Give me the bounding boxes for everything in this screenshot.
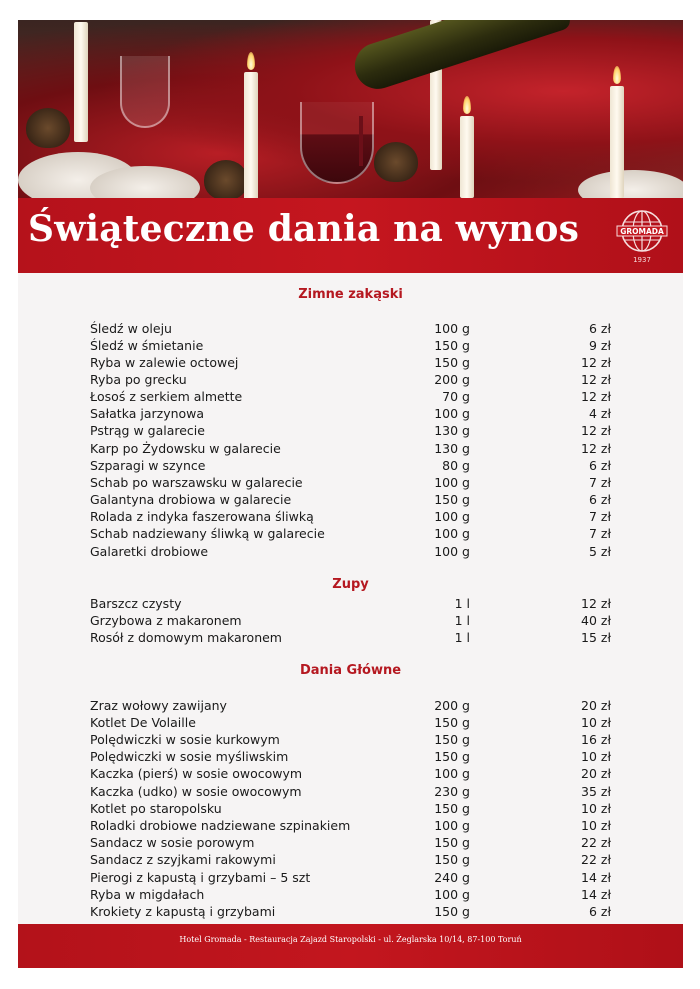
item-quantity: 100 g bbox=[434, 406, 470, 421]
item-quantity: 100 g bbox=[434, 766, 470, 781]
menu-item-row bbox=[90, 508, 625, 525]
candle-image bbox=[460, 116, 474, 198]
item-name: Kaczka (udko) w sosie owocowym bbox=[90, 784, 302, 799]
item-price: 14 zł bbox=[581, 887, 611, 902]
item-quantity: 150 g bbox=[434, 801, 470, 816]
svg-text:GROMADA: GROMADA bbox=[620, 227, 664, 236]
item-quantity: 150 g bbox=[434, 338, 470, 353]
menu-item-row bbox=[90, 440, 625, 457]
item-price: 12 zł bbox=[581, 372, 611, 387]
menu-item-row bbox=[90, 474, 625, 491]
item-quantity: 150 g bbox=[434, 715, 470, 730]
item-quantity: 200 g bbox=[434, 372, 470, 387]
item-quantity: 150 g bbox=[434, 835, 470, 850]
menu-item-row bbox=[90, 525, 625, 542]
item-price: 6 zł bbox=[588, 492, 611, 507]
item-price: 10 zł bbox=[581, 801, 611, 816]
item-quantity: 100 g bbox=[434, 475, 470, 490]
item-quantity: 1 l bbox=[454, 613, 470, 628]
item-name: Galaretki drobiowe bbox=[90, 544, 209, 559]
globe-icon bbox=[616, 208, 668, 256]
item-name: Grzybowa z makaronem bbox=[90, 613, 242, 628]
menu-item-row bbox=[90, 371, 625, 388]
menu-item-row bbox=[90, 388, 625, 405]
item-quantity: 70 g bbox=[442, 389, 470, 404]
item-price: 7 zł bbox=[588, 526, 611, 541]
section-heading-cold-appetizers: Zimne zakąski bbox=[298, 287, 403, 302]
item-price: 35 zł bbox=[581, 784, 611, 799]
menu-item-row bbox=[90, 817, 625, 834]
item-name: Schab po warszawsku w galarecie bbox=[90, 475, 303, 490]
menu-item-row bbox=[90, 903, 625, 920]
title-banner bbox=[18, 198, 683, 273]
item-price: 12 zł bbox=[581, 355, 611, 370]
item-quantity: 150 g bbox=[434, 904, 470, 919]
menu-item-row bbox=[90, 543, 625, 560]
item-price: 6 zł bbox=[588, 458, 611, 473]
item-price: 20 zł bbox=[581, 766, 611, 781]
item-name: Rolada z indyka faszerowana śliwką bbox=[90, 509, 314, 524]
item-name: Roladki drobiowe nadziewane szpinakiem bbox=[90, 818, 351, 833]
item-price: 6 zł bbox=[588, 321, 611, 336]
footer-address: Hotel Gromada - Restauracja Zajazd Staropolski - ul. Żeglarska 10/14, 87-100 Toruń bbox=[179, 935, 522, 944]
item-quantity: 150 g bbox=[434, 355, 470, 370]
item-price: 9 zł bbox=[588, 338, 611, 353]
item-price: 15 zł bbox=[581, 630, 611, 645]
item-name: Ryba po grecku bbox=[90, 372, 187, 387]
item-name: Karp po Żydowsku w galarecie bbox=[90, 441, 281, 456]
menu-item-row bbox=[90, 491, 625, 508]
menu-item-row bbox=[90, 886, 625, 903]
menu-item-row bbox=[90, 595, 625, 612]
menu-item-row bbox=[90, 337, 625, 354]
item-quantity: 1 l bbox=[454, 596, 470, 611]
item-quantity: 200 g bbox=[434, 698, 470, 713]
item-price: 12 zł bbox=[581, 596, 611, 611]
item-name: Kaczka (pierś) w sosie owocowym bbox=[90, 766, 303, 781]
item-quantity: 100 g bbox=[434, 544, 470, 559]
wine-bottle-image bbox=[349, 20, 572, 95]
menu-item-row bbox=[90, 765, 625, 782]
item-price: 10 zł bbox=[581, 818, 611, 833]
item-name: Sandacz z szyjkami rakowymi bbox=[90, 852, 276, 867]
menu-item-row bbox=[90, 422, 625, 439]
item-quantity: 150 g bbox=[434, 732, 470, 747]
item-name: Szparagi w szynce bbox=[90, 458, 206, 473]
item-name: Kotlet De Volaille bbox=[90, 715, 196, 730]
item-name: Pierogi z kapustą i grzybami – 5 szt bbox=[90, 870, 311, 885]
menu-item-row bbox=[90, 457, 625, 474]
candle-image bbox=[244, 72, 258, 198]
item-quantity: 100 g bbox=[434, 526, 470, 541]
item-quantity: 100 g bbox=[434, 818, 470, 833]
item-quantity: 1 l bbox=[454, 630, 470, 645]
gromada-logo bbox=[616, 208, 668, 266]
item-name: Sandacz w sosie porowym bbox=[90, 835, 255, 850]
section-heading-soups: Zupy bbox=[332, 577, 369, 592]
menu-item-row bbox=[90, 783, 625, 800]
item-price: 12 zł bbox=[581, 423, 611, 438]
menu-item-row bbox=[90, 834, 625, 851]
menu-item-row bbox=[90, 629, 625, 646]
candle-image bbox=[610, 86, 624, 198]
item-name: Śledź w oleju bbox=[90, 321, 172, 336]
item-quantity: 100 g bbox=[434, 509, 470, 524]
item-quantity: 240 g bbox=[434, 870, 470, 885]
item-price: 5 zł bbox=[588, 544, 611, 559]
item-price: 7 zł bbox=[588, 509, 611, 524]
page-title: Świąteczne dania na wynos bbox=[28, 208, 580, 250]
item-price: 16 zł bbox=[581, 732, 611, 747]
menu-item-row bbox=[90, 697, 625, 714]
item-quantity: 230 g bbox=[434, 784, 470, 799]
item-name: Galantyna drobiowa w galarecie bbox=[90, 492, 292, 507]
item-price: 7 zł bbox=[588, 475, 611, 490]
item-price: 14 zł bbox=[581, 870, 611, 885]
item-quantity: 150 g bbox=[434, 492, 470, 507]
pine-cone-image bbox=[26, 108, 70, 148]
item-quantity: 150 g bbox=[434, 852, 470, 867]
candle-image bbox=[74, 22, 88, 142]
menu-item-row bbox=[90, 748, 625, 765]
item-name: Łosoś z serkiem almette bbox=[90, 389, 243, 404]
footer-banner bbox=[18, 924, 683, 968]
menu-item-row bbox=[90, 869, 625, 886]
flame-image bbox=[247, 52, 255, 70]
flame-image bbox=[463, 96, 471, 114]
wine-glass-image bbox=[120, 56, 170, 128]
item-name: Ryba w migdałach bbox=[90, 887, 205, 902]
item-name: Kotlet po staropolsku bbox=[90, 801, 222, 816]
logo-year: 1937 bbox=[633, 256, 651, 264]
item-name: Pstrąg w galarecie bbox=[90, 423, 205, 438]
item-quantity: 130 g bbox=[434, 441, 470, 456]
item-price: 22 zł bbox=[581, 835, 611, 850]
menu-item-row bbox=[90, 714, 625, 731]
item-name: Krokiety z kapustą i grzybami bbox=[90, 904, 276, 919]
item-name: Polędwiczki w sosie myśliwskim bbox=[90, 749, 289, 764]
item-price: 4 zł bbox=[588, 406, 611, 421]
item-name: Schab nadziewany śliwką w galarecie bbox=[90, 526, 325, 541]
item-price: 22 zł bbox=[581, 852, 611, 867]
menu-item-row bbox=[90, 320, 625, 337]
item-quantity: 150 g bbox=[434, 749, 470, 764]
item-quantity: 100 g bbox=[434, 321, 470, 336]
menu-item-row bbox=[90, 851, 625, 868]
hero-photo bbox=[18, 20, 683, 198]
section-heading-main-courses: Dania Główne bbox=[299, 663, 402, 678]
item-name: Barszcz czysty bbox=[90, 596, 182, 611]
menu-item-row bbox=[90, 612, 625, 629]
item-name: Rosół z domowym makaronem bbox=[90, 630, 282, 645]
item-quantity: 80 g bbox=[442, 458, 470, 473]
menu-item-row bbox=[90, 354, 625, 371]
wine-pour-image bbox=[359, 116, 363, 166]
item-name: Sałatka jarzynowa bbox=[90, 406, 205, 421]
item-quantity: 130 g bbox=[434, 423, 470, 438]
item-name: Zraz wołowy zawijany bbox=[90, 698, 227, 713]
menu-item-row bbox=[90, 405, 625, 422]
item-name: Śledź w śmietanie bbox=[90, 338, 204, 353]
item-price: 12 zł bbox=[581, 441, 611, 456]
pine-cone-image bbox=[204, 160, 248, 198]
item-price: 10 zł bbox=[581, 749, 611, 764]
pine-cone-image bbox=[374, 142, 418, 182]
item-name: Polędwiczki w sosie kurkowym bbox=[90, 732, 280, 747]
item-quantity: 100 g bbox=[434, 887, 470, 902]
item-price: 20 zł bbox=[581, 698, 611, 713]
item-price: 6 zł bbox=[588, 904, 611, 919]
item-name: Ryba w zalewie octowej bbox=[90, 355, 239, 370]
flame-image bbox=[613, 66, 621, 84]
menu-item-row bbox=[90, 800, 625, 817]
plate-image bbox=[578, 170, 683, 198]
item-price: 40 zł bbox=[581, 613, 611, 628]
menu-item-row bbox=[90, 731, 625, 748]
item-price: 10 zł bbox=[581, 715, 611, 730]
item-price: 12 zł bbox=[581, 389, 611, 404]
